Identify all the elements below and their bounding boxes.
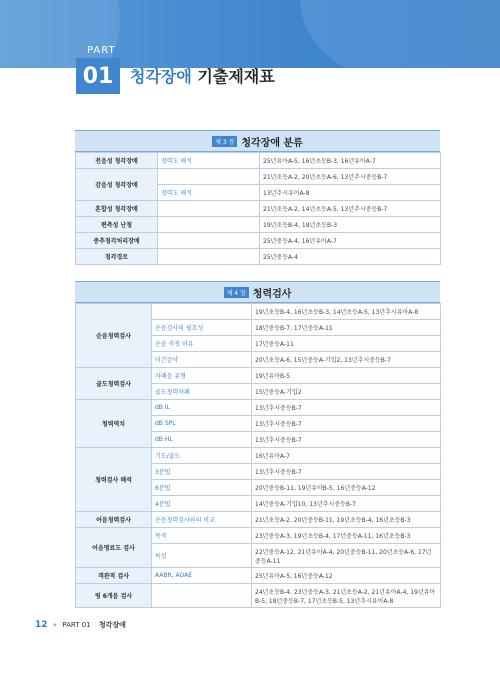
subtopic-cell: 3분법 (152, 464, 252, 480)
subtopic-cell (152, 304, 252, 320)
subtopic-cell: 6분법 (152, 480, 252, 496)
subtopic-cell: dB IL (152, 400, 252, 416)
table-row (76, 201, 441, 217)
table-row (76, 584, 441, 608)
subtopic-cell: dB HL (152, 432, 252, 448)
category-cell: 어음명료도 검사 (76, 528, 152, 568)
reference-cell: 24년초등B-4, 23년중등A-3, 21년초등A-2, 21년유아A-4, 19년유아B-5, 18년중등B-7, 17년초등B-5, 13년추시유아A-8 (252, 584, 441, 608)
reference-cell: 14년중등A-기입10, 13년추시중등B-7 (252, 496, 441, 512)
footer-title: 청각장애 (98, 621, 126, 629)
subtopic-cell: 차폐음 유형 (152, 368, 252, 384)
table-row (76, 249, 441, 265)
subtopic-cell: AABR, AOAE (152, 568, 252, 584)
chapter-tag: 제 4 장 (224, 287, 249, 298)
subtopic-cell (158, 233, 260, 249)
table-row (76, 217, 441, 233)
section-title: 청력검사 (252, 288, 292, 300)
chapter-tag: 제 3 장 (212, 136, 237, 147)
chevron-right-icon: » (52, 621, 58, 629)
section-title: 청각장애 분류 (241, 137, 303, 149)
category-cell: 중추청각처리장애 (76, 233, 158, 249)
section-hearing-test (75, 281, 440, 608)
reference-cell: 21년초등A-2, 14년초등A-5, 13년추시중등B-7 (260, 201, 441, 217)
reference-cell: 21년초등A-2, 20년초등A-6, 13년추시중등B-7 (260, 169, 441, 185)
subtopic-cell (158, 169, 260, 185)
page-number: 12 (35, 620, 48, 630)
section-classification (75, 130, 440, 265)
subtopic-cell: 청력도 해석 (158, 185, 260, 201)
reference-cell: 19년초등B-4, 16년초등B-3, 14년초등A-5, 13년추시유아A-8 (252, 304, 441, 320)
reference-cell: 13년추시중등B-7 (252, 464, 441, 480)
category-cell: 청력역치 (76, 400, 152, 448)
subtopic-cell: 순음청력검사와의 비교 (152, 512, 252, 528)
subtopic-cell: dB SPL (152, 416, 252, 432)
subtopic-cell: 기도/골도 (152, 448, 252, 464)
subtopic-cell: 순음 측청 이유 (152, 336, 252, 352)
subtopic-cell (158, 201, 260, 217)
section-header (75, 281, 440, 303)
category-cell: 혼합성 청각장애 (76, 201, 158, 217)
reference-cell: 13년추시중등B-7 (252, 400, 441, 416)
category-cell: 골도청력검사 (76, 368, 152, 400)
table-row (76, 568, 441, 584)
subtopic-cell: 청력도 해석 (158, 153, 260, 169)
subtopic-cell: 순음검사의 필요성 (152, 320, 252, 336)
reference-cell: 25년유아A-5, 16년초등B-3, 16년유아A-7 (260, 153, 441, 169)
part-label: PART (87, 45, 116, 56)
reference-cell: 18년중등B-7, 17년중등A-11 (252, 320, 441, 336)
category-cell: 편측성 난청 (76, 217, 158, 233)
category-cell: 전음성 청각장애 (76, 153, 158, 169)
reference-cell: 20년초등A-6, 15년중등A-기입2, 13년추시중등B-7 (252, 352, 441, 368)
table-row (76, 304, 441, 320)
table-row (76, 169, 441, 185)
part-number: 01 (76, 58, 120, 94)
subtopic-cell (158, 217, 260, 233)
page-footer (35, 620, 126, 630)
reference-cell: 25년유아A-5, 16년중등A-12 (252, 568, 441, 584)
reference-cell: 21년초등A-2, 20년중등B-11, 19년초등B-4, 16년초등B-3 (252, 512, 441, 528)
footer-part: PART 01 (62, 621, 91, 629)
reference-cell: 20년중등B-11, 19년유아B-5, 16년중등A-12 (252, 480, 441, 496)
classification-table (75, 152, 441, 265)
reference-cell: 13년추시중등B-7 (252, 416, 441, 432)
category-cell: 링 6개음 검사 (76, 584, 152, 608)
table-row (76, 448, 441, 464)
table-row (76, 233, 441, 249)
reference-cell: 25년중등A-4, 16년유아A-7 (260, 233, 441, 249)
subtopic-cell: 목적 (152, 528, 252, 544)
category-cell: 청각경로 (76, 249, 158, 265)
subtopic-cell: 4분법 (152, 496, 252, 512)
reference-cell: 25년중등A-4 (260, 249, 441, 265)
subtopic-cell: 골도청력차폐 (152, 384, 252, 400)
category-cell: 객관적 검사 (76, 568, 152, 584)
reference-cell: 19년유아B-5 (252, 368, 441, 384)
section-header (75, 130, 440, 152)
table-row (76, 368, 441, 384)
reference-cell: 22년중등A-12, 21년유아A-4, 20년중등B-11, 20년초등A-6, 17년중등A-11 (252, 544, 441, 568)
reference-cell: 16년유아A-7 (252, 448, 441, 464)
subtopic-cell (152, 584, 252, 608)
page-title (130, 64, 275, 87)
table-row (76, 153, 441, 169)
table-row (76, 512, 441, 528)
subtopic-cell: 특성 (152, 544, 252, 568)
subtopic-cell: 이간감약 (152, 352, 252, 368)
category-cell: 순음청력검사 (76, 304, 152, 368)
reference-cell: 15년중등A-기입2 (252, 384, 441, 400)
table-row (76, 400, 441, 416)
reference-cell: 13년추시중등B-7 (252, 432, 441, 448)
reference-cell: 19년초등B-4, 18년초등B-3 (260, 217, 441, 233)
reference-cell: 23년중등A-3, 19년초등B-4, 17년중등A-11, 16년초등B-3 (252, 528, 441, 544)
category-cell: 어음청력검사 (76, 512, 152, 528)
title-rest: 기출제재표 (197, 67, 275, 86)
title-highlight: 청각장애 (130, 67, 192, 86)
hearing-test-table (75, 303, 441, 608)
reference-cell: 13년추시유아A-8 (260, 185, 441, 201)
category-cell: 감음성 청각장애 (76, 169, 158, 201)
reference-cell: 17년중등A-11 (252, 336, 441, 352)
header-band (0, 0, 500, 68)
category-cell: 청력검사 해석 (76, 448, 152, 512)
table-row (76, 528, 441, 544)
subtopic-cell (158, 249, 260, 265)
